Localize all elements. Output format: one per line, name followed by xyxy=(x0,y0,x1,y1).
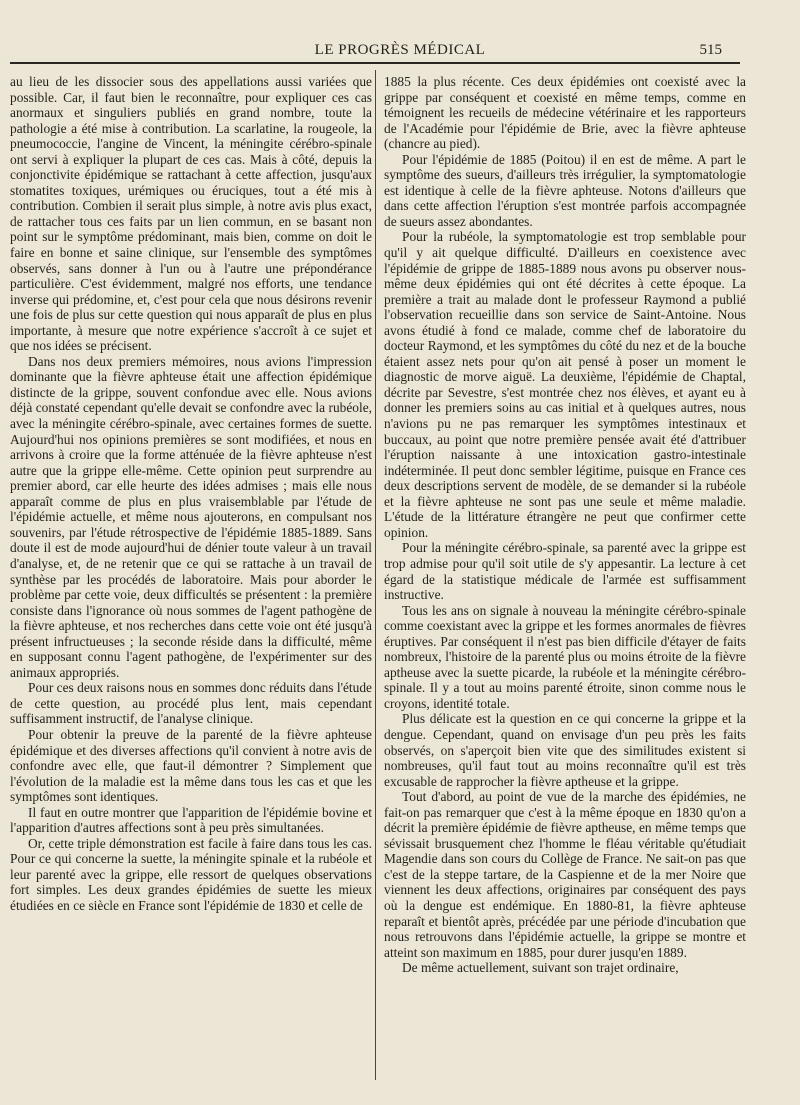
paragraph: Pour obtenir la preuve de la parenté de la fièvre aphteuse épidémique et des diverses affections qu'il convient à notre avis de confondre avec elle, que faut-il démontrer ? Simplement que l'évolution de la maladie est la même dans tous les cas et que les symptômes sont identiques. xyxy=(10,726,372,805)
page-number: 515 xyxy=(699,42,722,58)
header-rule xyxy=(10,62,740,64)
paragraph: Pour ces deux raisons nous en sommes donc réduits dans l'étude de cette question, au procédé plus lent, mais cependant suffisamment instructif, de l'analyse clinique. xyxy=(10,680,372,727)
paragraph: Plus délicate est la question en ce qui concerne la grippe et la dengue. Cependant, quand on envisage d'un peu près les faits observés, on s'aperçoit bien vite que des similitudes existent si nombreuses, qu'il faut tout au moins reconnaître qu'il est très excusable de rapprocher la fièvre aptheuse et la grippe. xyxy=(384,711,746,789)
paragraph: De même actuellement, suivant son trajet ordinaire, xyxy=(402,960,679,976)
paragraph: Dans nos deux premiers mémoires, nous avions l'impression dominante que la fièvre aphteuse était une affection épidémique distincte de la grippe, souvent confondue avec elle. Nous avions déjà constaté cependant qu'elle devait se confondre avec la rubéole, avec la méningite cérébro-spinale, avec certaines formes de suette. Aujourd'hui nos opinions premières se sont modifiées, et nous en arrivons à croire que la forme atténuée de la fièvre aphteuse n'est autre que la grippe elle-même. Cette opinion peut surprendre au premier abord, car elle heurte des idées admises ; mais elle nous apparaît comme de plus en plus vraisemblable par l'étude de l'épidémie actuelle, et même nous ajouterons, en compulsant nos souvenirs, par l'étude rétrospective de l'épidémie 1885-1889. Sans doute il est de mode aujourd'hui de dénier toute valeur à un travail d'analyse, et, de ne retenir que ce qui se rattache à un travail de synthèse par les procédés de laboratoire. Mais pour aborder le problème par cette voie, deux difficultés se présentent : la première consiste dans l'ignorance où nous sommes de l'agent pathogène de la fièvre aphteuse, et nos recherches dans cette voie ont été jusqu'à présent infructueuses ; la seconde réside dans la difficulté, même en supposant connu l'agent pathogène, de l'expérimenter sur des animaux appropriés. xyxy=(10,353,372,680)
paragraph: Pour la rubéole, la symptomatologie est trop semblable pour qu'il y ait quelque difficulté. D'ailleurs en coexistence avec l'épidémie de grippe de 1885-1889 nous avons pu observer nous-même deux épidémies qui ont été décrites à cette époque. La première a trait au malade dont le professeur Raymond a publié l'observation recueillie dans son service de Saint-Antoine. Nous avons étudié à fond ce malade, comme chef de laboratoire du docteur Raymond, et les symptômes du côté du nez et de la bouche étaient assez nets pour qu'on ait pensé à poser un moment le diagnostic de morve aiguë. La deuxième, l'épidémie de Chaptal, décrite par Sevestre, s'est montrée chez nos élèves, et ayant eu à donner les premiers soins au cas initial et à quelques autres, nous n'avions pu ne pas remarquer les symptômes intestinaux et buccaux, au point que notre première pensée avait été d'attribuer l'éruption naissante à une intoxication gastro-intestinale indéterminée. Il peut donc sembler légitime, puisque en France ces deux descriptions servent de modèle, de se demander si la rubéole et la fièvre aphteuse ne sont pas une seule et même maladie. L'étude de la littérature étrangère ne peut que confirmer cette opinion. xyxy=(384,229,746,540)
running-title: LE PROGRÈS MÉDICAL xyxy=(314,42,486,58)
paragraph: au lieu de les dissocier sous des appellations aussi variées que possible. Car, il faut bien le reconnaître, pour expliquer ces cas anormaux et singuliers publiés en grand nombre, toute la pathologie a été mise à contribution. La scarlatine, la rougeole, la pneumococcie, l'angine de Vincent, la méningite cérébro-spinale ont servi à expliquer la plupart de ces cas. Mais à côté, depuis la conjonctivite épidémique se rattachant à cette affection, jusqu'aux stomatites toxiques, urémiques ou éruciques, tout a été mis à contribution. Combien il serait plus simple, à notre avis plus exact, de rattacher tous ces faits par un lien commun, en se basant non point sur le symptôme prédominant, mais bien, comme on doit le faire en bonne et saine clinique, sur l'ensemble des symptômes observés, sans donner à l'un ou à l'autre une prépondérance particulière. C'est évidemment, malgré nos efforts, une tendance inverse qui prédomine, et, c'est pour cela que nous désirons revenir une fois de plus sur cette question qui nous apparaît de plus en plus importante, à mesure que notre expérience s'accroît à ce sujet et que nos idées se précisent. xyxy=(10,74,372,354)
paragraph: Tout d'abord, au point de vue de la marche des épidémies, ne fait-on pas remarquer que c'est à la même époque en 1830 qu'on a décrit la première épidémie de fièvre aptheuse, en même temps que sévissait brusquement chez l'homme le fléau véritable qu'étudiait Magendie dans son cours du Collège de France. Ne sait-on pas que c'est de la steppe tartare, de la Caspienne et de la mer Noire que viennent les deux affections, originaires par conséquent des pays où la dengue est endémique. En 1880-81, la fièvre aphteuse reparaît et bientôt après, précédée par une période d'incubation que nous retrouvons dans l'épidémie actuelle, la grippe se montre et atteint son maximum en 1885, pour durer jusqu'en 1889. xyxy=(384,789,746,960)
paragraph: Il faut en outre montrer que l'apparition de l'épidémie bovine et l'apparition d'autres affections sont à peu près simultanées. xyxy=(10,804,372,836)
left-column xyxy=(10,74,372,914)
page-header xyxy=(0,40,800,64)
paragraph: Pour la méningite cérébro-spinale, sa parenté avec la grippe est trop admise pour qu'il soit utile de s'y appesantir. La lecture à cet égard de la statistique médicale de l'armée est suffisamment instructive. xyxy=(384,540,746,603)
right-column xyxy=(384,74,746,976)
paragraph: Or, cette triple démonstration est facile à faire dans tous les cas. Pour ce qui concerne la suette, la méningite spinale et la rubéole et leur parenté avec la grippe, elle ressort de quelques observations fort simples. Les deux grandes épidémies de suette les mieux étudiées en ce siècle en France sont l'épidémie de 1830 et celle de xyxy=(10,835,372,913)
paragraph: Pour l'épidémie de 1885 (Poitou) il en est de même. A part le symptôme des sueurs, d'ailleurs très irrégulier, la symptomatologie est identique à celle de la fièvre aphteuse. Notons d'ailleurs que dans cette affection l'éruption s'est montrée parfois accompagnée de sueurs assez abondantes. xyxy=(384,151,746,229)
paragraph: 1885 la plus récente. Ces deux épidémies ont coexisté avec la grippe par conséquent et coexisté en même temps, comme en témoignent les recueils de médecine vétérinaire et les rapporteurs de l'Académie pour l'épidémie de Brie, avec la fièvre aphteuse (chancre au pied). xyxy=(384,74,746,152)
column-divider xyxy=(375,70,376,1080)
paragraph: Tous les ans on signale à nouveau la méningite cérébro-spinale comme coexistant avec la grippe et les formes anormales de fièvres éruptives. Par conséquent il n'est pas bien difficile d'étayer de faits nombreux, l'histoire de la parenté plus ou moins étroite de la fièvre aptheuse avec la suette picarde, la rubéole et la méningite cérébro-spinale. Il y a tout au moins parenté étroite, sinon comme nous le croyons, identité totale. xyxy=(384,602,746,711)
